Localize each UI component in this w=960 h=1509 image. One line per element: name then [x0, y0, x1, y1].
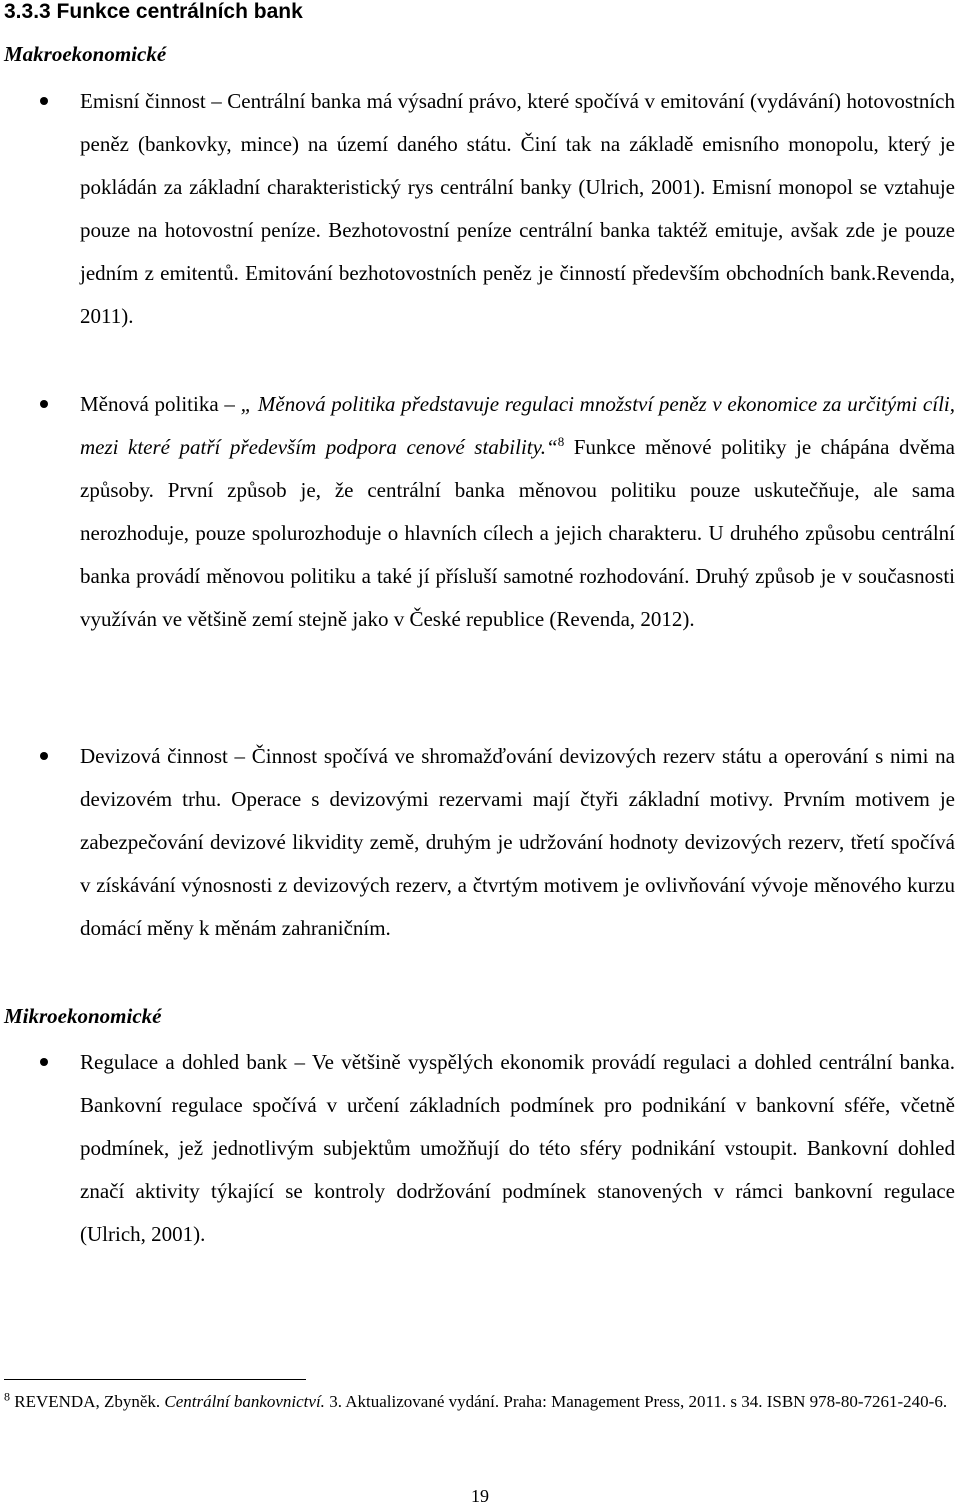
bullet-icon: [40, 400, 48, 408]
footnote: [4, 1390, 949, 1413]
list-item-monetary-policy: [80, 383, 955, 642]
monetary-policy-text: Funkce měnové politiky je chápána dvěma způsoby. První způsob je, že centrální banka měnovou politiku pouze uskutečňuje, ale sama nerozhoduje, pouze spolurozhoduje o hlavních cílech a jejich charakteru. U druhého způsobu centrální banka provádí měnovou politiku a také jí přísluší samotné rozhodování. Druhý způsob je v současnosti využíván ve většině zemí stejně jako v České republice (Revenda, 2012).: [80, 435, 955, 632]
page-number: 19: [471, 1486, 489, 1506]
footnote-author: REVENDA, Zbyněk.: [10, 1392, 165, 1411]
footnote-divider: [4, 1379, 306, 1380]
footnote-title: Centrální bankovnictví.: [164, 1392, 325, 1411]
list-item-emission: [80, 80, 955, 339]
footnote-reference: 8: [557, 434, 565, 450]
foreign-exchange-text: Devizová činnost – Činnost spočívá ve shromažďování devizových rezerv státu a operování s nimi na devizovém trhu. Operace s devizovými rezervami mají čtyři základní motivy. Prvním motivem je zabezpečování devizové likvidity země, druhým je udržování hodnoty devizových rezerv, třetí spočívá v získávání výnosnosti z devizových rezerv, a čtvrtým motivem je ovlivňování vývoje měnového kurzu domácí měny k měnám zahraničním.: [80, 744, 955, 941]
monetary-policy-quote: „ Měnová politika představuje regulaci množství peněz v ekonomice za určitými cíli, mezi které patří především podpora cenové stability.“: [80, 392, 955, 460]
emission-text: Emisní činnost – Centrální banka má výsadní právo, které spočívá v emitování (vydávání) hotovostních peněz (bankovky, mince) na území daného státu. Činí tak na základě emisního monopolu, který je pokládán za základní charakteristický rys centrální banky (Ulrich, 2001). Emisní monopol se vztahuje pouze na hotovostní peníze. Bezhotovostní peníze centrální banka taktéž emituje, avšak zde je pouze jedním z emitentů. Emitování bezhotovostních peněz je činností především obchodních bank.Revenda, 2011).: [80, 89, 955, 329]
bullet-icon: [40, 1058, 48, 1066]
bank-regulation-text: Regulace a dohled bank – Ve většině vyspělých ekonomik provádí regulaci a dohled centrální banka. Bankovní regulace spočívá v určení základních podmínek pro podnikání v bankovní sféře, včetně podmínek, jež jednotlivým subjektům umožňují do této sféry podnikání vstoupit. Bankovní dohled značí aktivity týkající se kontroly dodržování podmínek stanovených v rámci bankovní regulace (Ulrich, 2001).: [80, 1050, 955, 1247]
list-item-foreign-exchange: [80, 735, 955, 950]
monetary-policy-lead: Měnová politika –: [80, 392, 241, 416]
subheading-macroeconomic: Makroekonomické: [4, 42, 167, 66]
list-item-bank-regulation: [80, 1041, 955, 1256]
bullet-icon: [40, 752, 48, 760]
bullet-icon: [40, 97, 48, 105]
footnote-number: 8: [4, 1389, 10, 1404]
subheading-microeconomic: Mikroekonomické: [4, 1004, 162, 1028]
footnote-details: 3. Aktualizované vydání. Praha: Management Press, 2011. s 34. ISBN 978-80-7261-240-6.: [324, 1392, 948, 1411]
section-heading: 3.3.3 Funkce centrálních bank: [4, 0, 303, 23]
